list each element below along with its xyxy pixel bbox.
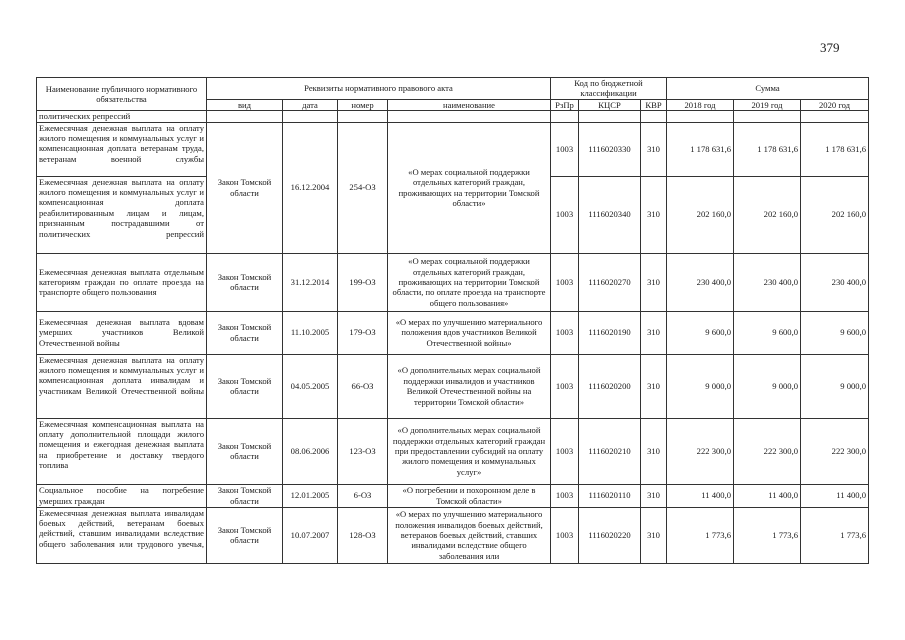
rzpr-cell: 1003 (551, 176, 579, 253)
obligation-cell: Ежемесячная денежная выплата на оплату жилого помещения и коммунальных услуг и компенсационная доплата ветеранам труда, ветеранам военной службы (37, 122, 207, 176)
act-type-cell: Закон Томской области (207, 354, 283, 418)
header-budget-code: Код по бюджетной классификации (551, 78, 667, 100)
amount-2018-cell: 1 178 631,6 (667, 122, 734, 176)
header-rzpr: РзПр (551, 99, 579, 110)
amount-2019-cell: 9 600,0 (734, 311, 801, 354)
act-type-cell: Закон Томской области (207, 253, 283, 311)
amount-2019-cell: 230 400,0 (734, 253, 801, 311)
act-type-cell: Закон Томской области (207, 484, 283, 507)
rzpr-cell: 1003 (551, 253, 579, 311)
table-row (37, 354, 869, 418)
amount-2020-cell: 9 600,0 (801, 311, 869, 354)
obligation-cell: Ежемесячная денежная выплата инвалидам боевых действий, ветеранам боевых действий, ставшим инвалидами вследствие общего заболевания или трудового увечья, (37, 507, 207, 563)
obligation-cell: Ежемесячная денежная выплата на оплату жилого помещения и коммунальных услуг и компенсационная доплата реабилитированным лицам и лицам, признанным пострадавшими от политических репрессий (37, 176, 207, 253)
date-cell: 10.07.2007 (283, 507, 338, 563)
kvr-cell: 310 (641, 253, 667, 311)
date-cell: 31.12.2014 (283, 253, 338, 311)
header-number: номер (338, 99, 388, 110)
number-cell: 179-ОЗ (338, 311, 388, 354)
header-kvr: КВР (641, 99, 667, 110)
kcsr-cell: 1116020200 (579, 354, 641, 418)
amount-2020-cell: 202 160,0 (801, 176, 869, 253)
act-name-cell: «О погребении и похоронном деле в Томской области» (388, 484, 551, 507)
act-name-cell: «О мерах социальной поддержки отдельных категорий граждан, проживающих на территории Томской области» (388, 122, 551, 253)
amount-2018-cell: 1 773,6 (667, 507, 734, 563)
kcsr-cell: 1116020330 (579, 122, 641, 176)
header-date: дата (283, 99, 338, 110)
header-kcsr: КЦСР (579, 99, 641, 110)
obligation-cell: Ежемесячная денежная выплата отдельным категориям граждан по оплате проезда на транспорте общего пользования (37, 253, 207, 311)
header-2018: 2018 год (667, 99, 734, 110)
amount-2018-cell: 11 400,0 (667, 484, 734, 507)
kvr-cell: 310 (641, 484, 667, 507)
obligations-table (36, 77, 869, 564)
header-sum: Сумма (667, 78, 869, 100)
act-type-cell: Закон Томской области (207, 311, 283, 354)
date-cell: 04.05.2005 (283, 354, 338, 418)
amount-2018-cell: 9 000,0 (667, 354, 734, 418)
rzpr-cell: 1003 (551, 507, 579, 563)
table-row (37, 122, 869, 176)
rzpr-cell: 1003 (551, 311, 579, 354)
date-cell: 11.10.2005 (283, 311, 338, 354)
table-row (37, 507, 869, 563)
table-row (37, 418, 869, 484)
table-row (37, 311, 869, 354)
kvr-cell: 310 (641, 176, 667, 253)
obligation-cell: Ежемесячная компенсационная выплата на оплату дополнительной площади жилого помещения и ежегодная денежная выплата на приобретение и доставку твердого топлива (37, 418, 207, 484)
act-name-cell: «О дополнительных мерах социальной поддержки инвалидов и участников Великой Отечественной войны на территории Томской области» (388, 354, 551, 418)
kcsr-cell: 1116020220 (579, 507, 641, 563)
header-2020: 2020 год (801, 99, 869, 110)
amount-2018-cell: 9 600,0 (667, 311, 734, 354)
amount-2018-cell: 230 400,0 (667, 253, 734, 311)
act-type-cell: Закон Томской области (207, 418, 283, 484)
number-cell: 128-ОЗ (338, 507, 388, 563)
act-type-cell: Закон Томской области (207, 507, 283, 563)
continuation-text: политических репрессий (37, 111, 207, 122)
table-row (37, 484, 869, 507)
kcsr-cell: 1116020190 (579, 311, 641, 354)
date-cell: 12.01.2005 (283, 484, 338, 507)
amount-2019-cell: 1 773,6 (734, 507, 801, 563)
number-cell: 66-ОЗ (338, 354, 388, 418)
act-name-cell: «О дополнительных мерах социальной поддержки отдельных категорий граждан при предоставлении субсидий на оплату жилого помещения и коммунальных услуг» (388, 418, 551, 484)
header-type: вид (207, 99, 283, 110)
kcsr-cell: 1116020270 (579, 253, 641, 311)
rzpr-cell: 1003 (551, 354, 579, 418)
act-name-cell: «О мерах по улучшению материального положения инвалидов боевых действий, ветеранов боевых действий, ставших инвалидами вследствие общего заболевания или (388, 507, 551, 563)
table-row (37, 253, 869, 311)
amount-2020-cell: 9 000,0 (801, 354, 869, 418)
header-2019: 2019 год (734, 99, 801, 110)
obligation-cell: Социальное пособие на погребение умерших граждан (37, 484, 207, 507)
act-name-cell: «О мерах социальной поддержки отдельных категорий граждан, проживающих на территории Томской области, по оплате проезда на транспорте общего пользования» (388, 253, 551, 311)
amount-2020-cell: 230 400,0 (801, 253, 869, 311)
number-cell: 254-ОЗ (338, 122, 388, 253)
kvr-cell: 310 (641, 311, 667, 354)
amount-2020-cell: 1 178 631,6 (801, 122, 869, 176)
obligation-cell: Ежемесячная денежная выплата вдовам умерших участников Великой Отечественной войны (37, 311, 207, 354)
number-cell: 6-ОЗ (338, 484, 388, 507)
amount-2019-cell: 222 300,0 (734, 418, 801, 484)
kcsr-cell: 1116020210 (579, 418, 641, 484)
act-type-cell: Закон Томской области (207, 122, 283, 253)
amount-2020-cell: 222 300,0 (801, 418, 869, 484)
kcsr-cell: 1116020340 (579, 176, 641, 253)
amount-2019-cell: 9 000,0 (734, 354, 801, 418)
amount-2018-cell: 202 160,0 (667, 176, 734, 253)
amount-2019-cell: 202 160,0 (734, 176, 801, 253)
act-name-cell: «О мерах по улучшению материального положения вдов участников Великой Отечественной войны» (388, 311, 551, 354)
table-row (37, 111, 869, 122)
header-obligation: Наименование публичного нормативного обязательства (37, 78, 207, 111)
amount-2020-cell: 1 773,6 (801, 507, 869, 563)
kvr-cell: 310 (641, 507, 667, 563)
rzpr-cell: 1003 (551, 418, 579, 484)
kvr-cell: 310 (641, 418, 667, 484)
number-cell: 199-ОЗ (338, 253, 388, 311)
date-cell: 08.06.2006 (283, 418, 338, 484)
header-requisites: Реквизиты нормативного правового акта (207, 78, 551, 100)
kcsr-cell: 1116020110 (579, 484, 641, 507)
page-number: 379 (820, 40, 840, 55)
kvr-cell: 310 (641, 122, 667, 176)
amount-2019-cell: 11 400,0 (734, 484, 801, 507)
amount-2020-cell: 11 400,0 (801, 484, 869, 507)
obligation-cell: Ежемесячная денежная выплата на оплату жилого помещения и коммунальных услуг и компенсационная доплата инвалидам и участникам Великой Отечественной войны (37, 354, 207, 418)
header-name: наименование (388, 99, 551, 110)
amount-2018-cell: 222 300,0 (667, 418, 734, 484)
kvr-cell: 310 (641, 354, 667, 418)
rzpr-cell: 1003 (551, 484, 579, 507)
amount-2019-cell: 1 178 631,6 (734, 122, 801, 176)
date-cell: 16.12.2004 (283, 122, 338, 253)
rzpr-cell: 1003 (551, 122, 579, 176)
number-cell: 123-ОЗ (338, 418, 388, 484)
